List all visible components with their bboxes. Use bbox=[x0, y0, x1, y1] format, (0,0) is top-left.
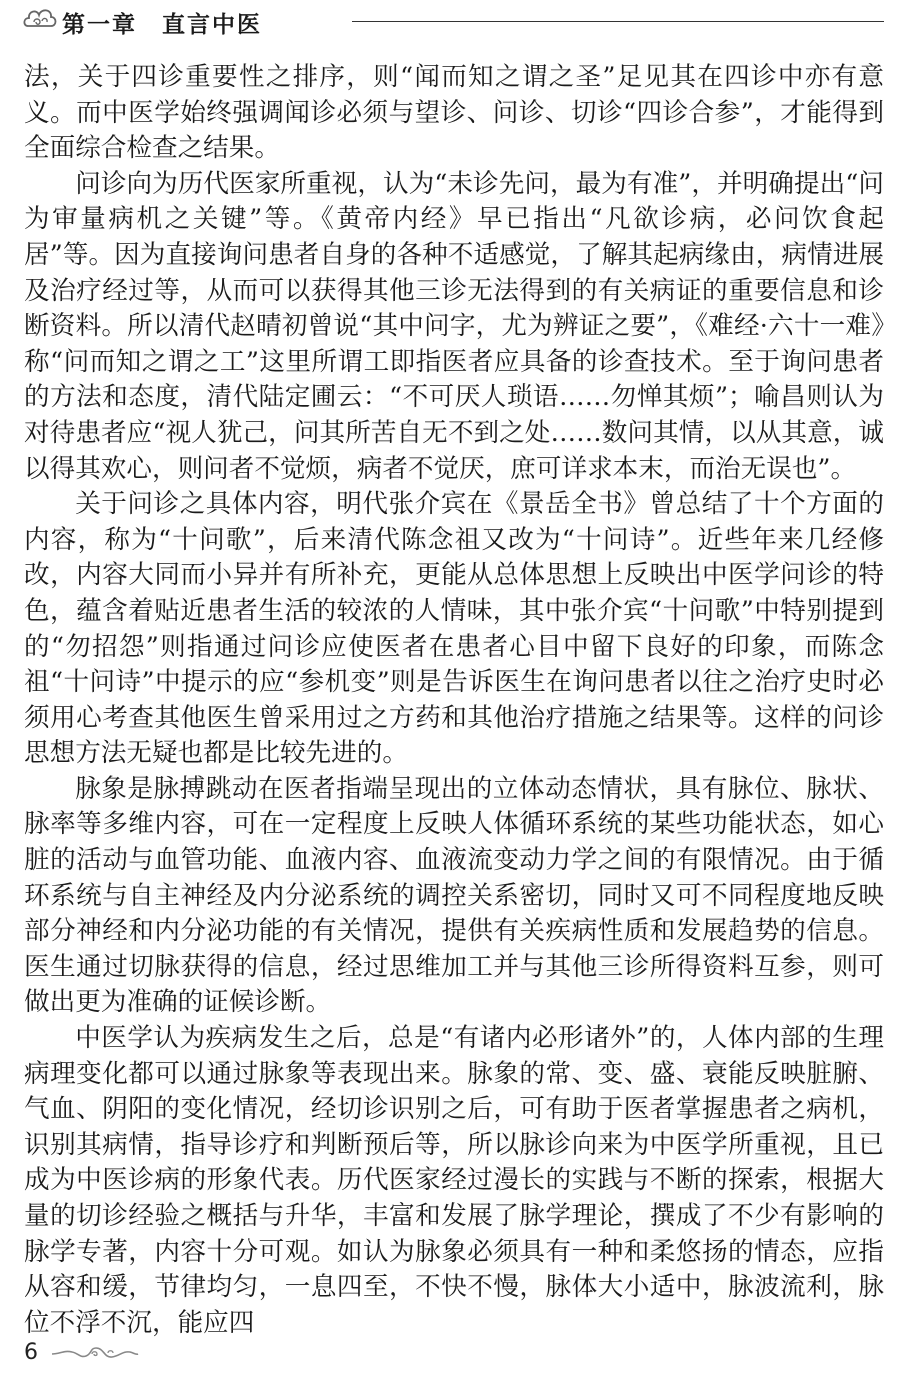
cloud-ornament-icon bbox=[22, 4, 58, 36]
header-rule bbox=[352, 21, 884, 22]
paragraph-3: 关于问诊之具体内容，明代张介宾在《景岳全书》曾总结了十个方面的内容，称为“十问歌”，后来清代陈念祖又改为“十问诗”。近些年来几经修改，内容大同而小异并有所补充，更能从总体思想上反映出中医学问诊的特色，蕴含着贴近患者生活的较浓的人情味，其中张介宾“十问歌”中特别提到的“勿招怨”则指通过问诊应使医者在患者心目中留下良好的印象，而陈念祖“十问诗”中提示的应“参机变”则是告诉医生在询问患者以往之治疗史时必须用心考查其他医生曾采用过之方药和其他治疗措施之结果等。这样的问诊思想方法无疑也都是比较先进的。 bbox=[24, 489, 884, 769]
page-number: 6 bbox=[24, 1340, 38, 1365]
paragraph-1: 法，关于四诊重要性之排序，则“闻而知之谓之圣”足见其在四诊中亦有意义。而中医学始终强调闻诊必须与望诊、问诊、切诊“四诊合参”，才能得到全面综合检查之结果。 bbox=[24, 62, 884, 164]
page-footer bbox=[24, 1340, 224, 1368]
paragraph-5: 中医学认为疾病发生之后，总是“有诸内必形诸外”的，人体内部的生理病理变化都可以通过脉象等表现出来。脉象的常、变、盛、衰能反映脏腑、气血、阴阳的变化情况，经切诊识别之后，可有助于医者掌握患者之病机，识别其病情，指导诊疗和判断预后等，所以脉诊向来为中医学所重视，且已成为中医诊病的形象代表。历代医家经过漫长的实践与不断的探索，根据大量的切诊经验之概括与升华，丰富和发展了脉学理论，撰成了不少有影响的脉学专著，内容十分可观。如认为脉象必须具有一种和柔悠扬的情态，应指从容和缓，节律均匀，一息四至，不快不慢，脉体大小适中，脉波流利，脉位不浮不沉，能应四 bbox=[24, 1023, 884, 1338]
cloud-scroll-ornament-icon bbox=[50, 1342, 140, 1364]
paragraph-2: 问诊向为历代医家所重视，认为“未诊先问，最为有准”，并明确提出“问为审量病机之关键”等。《黄帝内经》早已指出“凡欲诊病，必问饮食起居”等。因为直接询问患者自身的各种不适感觉，了解其起病缘由，病情进展及治疗经过等，从而可以获得其他三诊无法得到的有关病证的重要信息和诊断资料。所以清代赵晴初曾说“其中问字，尤为辨证之要”，《难经·六十一难》称“问而知之谓之工”这里所谓工即指医者应具备的诊查技术。至于询问患者的方法和态度，清代陆定圃云：“不可厌人琐语……勿惮其烦”；喻昌则认为对待患者应“视人犹己，问其所苦自无不到之处……数问其情，以从其意，诚以得其欢心，则问者不觉烦，病者不觉厌，庶可详求本末，而治无误也”。 bbox=[24, 168, 884, 484]
paragraph-4: 脉象是脉搏跳动在医者指端呈现出的立体动态情状，具有脉位、脉状、脉率等多维内容，可在一定程度上反映人体循环系统的某些功能状态，如心脏的活动与血管功能、血液内容、血液流变动力学之间的有限情况。由于循环系统与自主神经及内分泌系统的调控关系密切，同时又可不同程度地反映部分神经和内分泌功能的有关情况，提供有关疾病性质和发展趋势的信息。医生通过切脉获得的信息，经过思维加工并与其他三诊所得资料互参，则可做出更为准确的证候诊断。 bbox=[24, 773, 884, 1018]
page-header bbox=[22, 4, 884, 38]
chapter-title: 第一章 直言中医 bbox=[62, 12, 262, 38]
body-text bbox=[24, 60, 884, 1341]
